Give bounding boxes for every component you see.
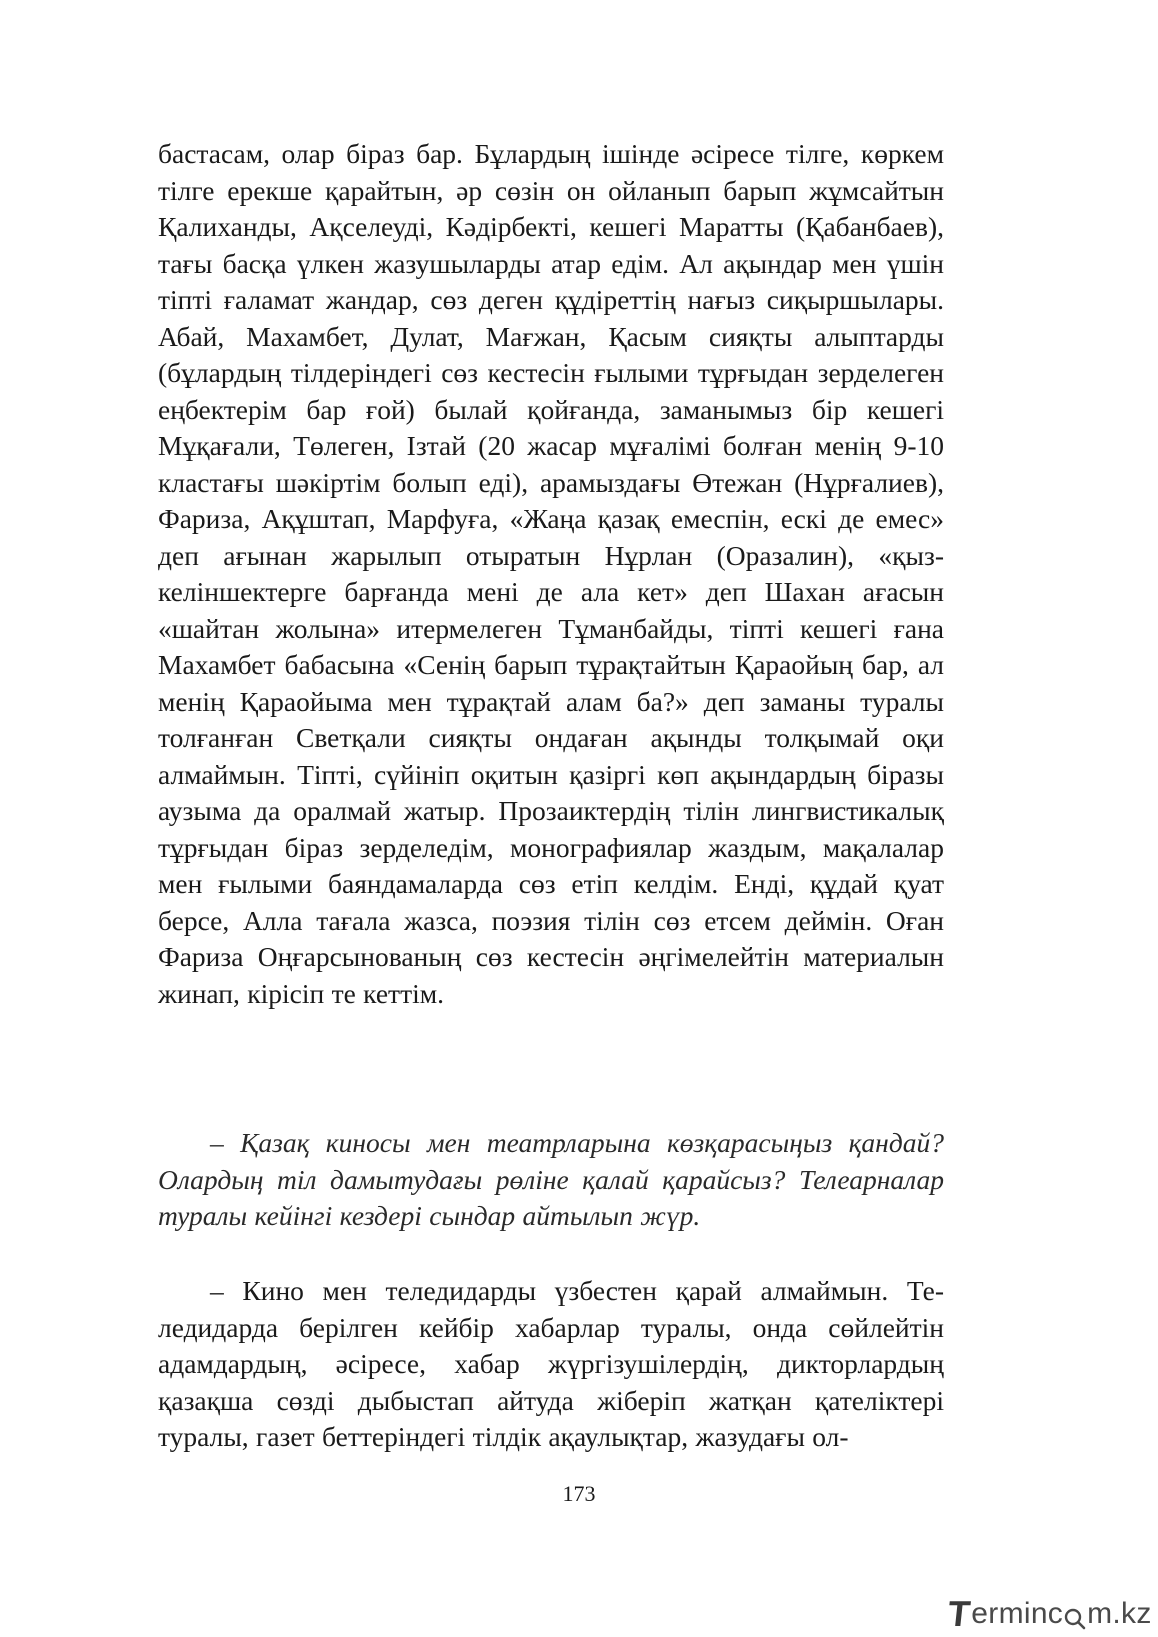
watermark-text-part-2: m.kz [1087,1597,1152,1630]
watermark-text-part-1: erminc [971,1597,1064,1630]
body-paragraph-2: – Кино мен теледидарды үзбестен қарай алмаймын. Теледидарда берілген кейбір хабарлар туралы, онда сөйлейтін адамдардың, әсіресе, хабар жүргізушілердің, дикторлардың қазақша сөзді дыбыстап айтуда жіберіп жатқан қателіктері туралы, газет беттеріндегі тілдік ақаулықтар, жазудағы ол- [158,1275,944,1452]
body-paragraph-1: бастасам, олар біраз бар. Бұлардың ішінде әсіресе тілге, көркем тілге ерекше қарайтын, әр сөзін он ойланып барып жұмсайтын Қалиханды, Ақселеуді, Кәдірбекті, кешегі Маратты (Қабанбаев), тағы басқа үлкен жазушыларды атар едім. Ал ақындар мен үшін тіпті ғаламат жандар, сөз деген құдіреттің нағыз сиқыршылары. Абай, Махамбет, Дулат, Мағжан, Қасым сияқты алыптарды (бұлардың тілдеріндегі сөз кестесін ғылыми тұрғыдан зерделеген еңбектерім бар ғой) былай қойғанда, заманымыз бір кешегі Мұқағали, Төлеген, Ізтай (20 жасар мұғалімі болған менің 9-10 кластағы шәкіртім болып еді), арамыздағы Өтежан (Нұрғалиев), Фариза, Ақұштап, Марфуға, «Жаңа қазақ емеспін, ескі де емес» деп ағынан жарылып отыратын Нұрлан (Оразалин), «қыз-келіншектерге барғанда мені де ала кет» деп Шахан ағасын «шайтан жолына» итермелеген Тұманбайды, тіпті кешегі ғана Махамбет бабасына «Сенің барып тұрақтайтын Қараойың бар, ал менің Қараойыма мен тұрақтай алам ба?» деп заманы туралы толғанған Светқали сияқты ондаған ақынды толқымай оқи алмаймын. Тіпті, сүйініп оқитын қазіргі көп ақындардың біразы аузыма да оралмай жатыр. Прозаиктердің тілін лингвистикалық тұрғыдан біраз зерделедім, монографиялар жаздым, мақалалар мен ғылыми баяндамаларда сөз етіп келдім. Енді, құдай қуат берсе, Алла тағала жазса, поэзия тілін сөз етсем деймін. Оған Фариза Оңғарсынованың сөз кестесін әңгімелейтін материалын жинап, кірісіп те кеттім. [158,138,944,1009]
magnifier-icon [1064,1605,1086,1627]
interview-question: – Қазақ киносы мен театрларына көзқарасыңыз қандай? Олардың тіл дамытудағы рөліне қалай қарайсыз? Телеарналар туралы кейінгі кездері сындар айтылып жүр. [158,1127,944,1231]
page-number: 173 [562,1481,596,1506]
watermark-letter-t: T [945,1593,973,1634]
termincom-watermark [945,1593,1152,1634]
